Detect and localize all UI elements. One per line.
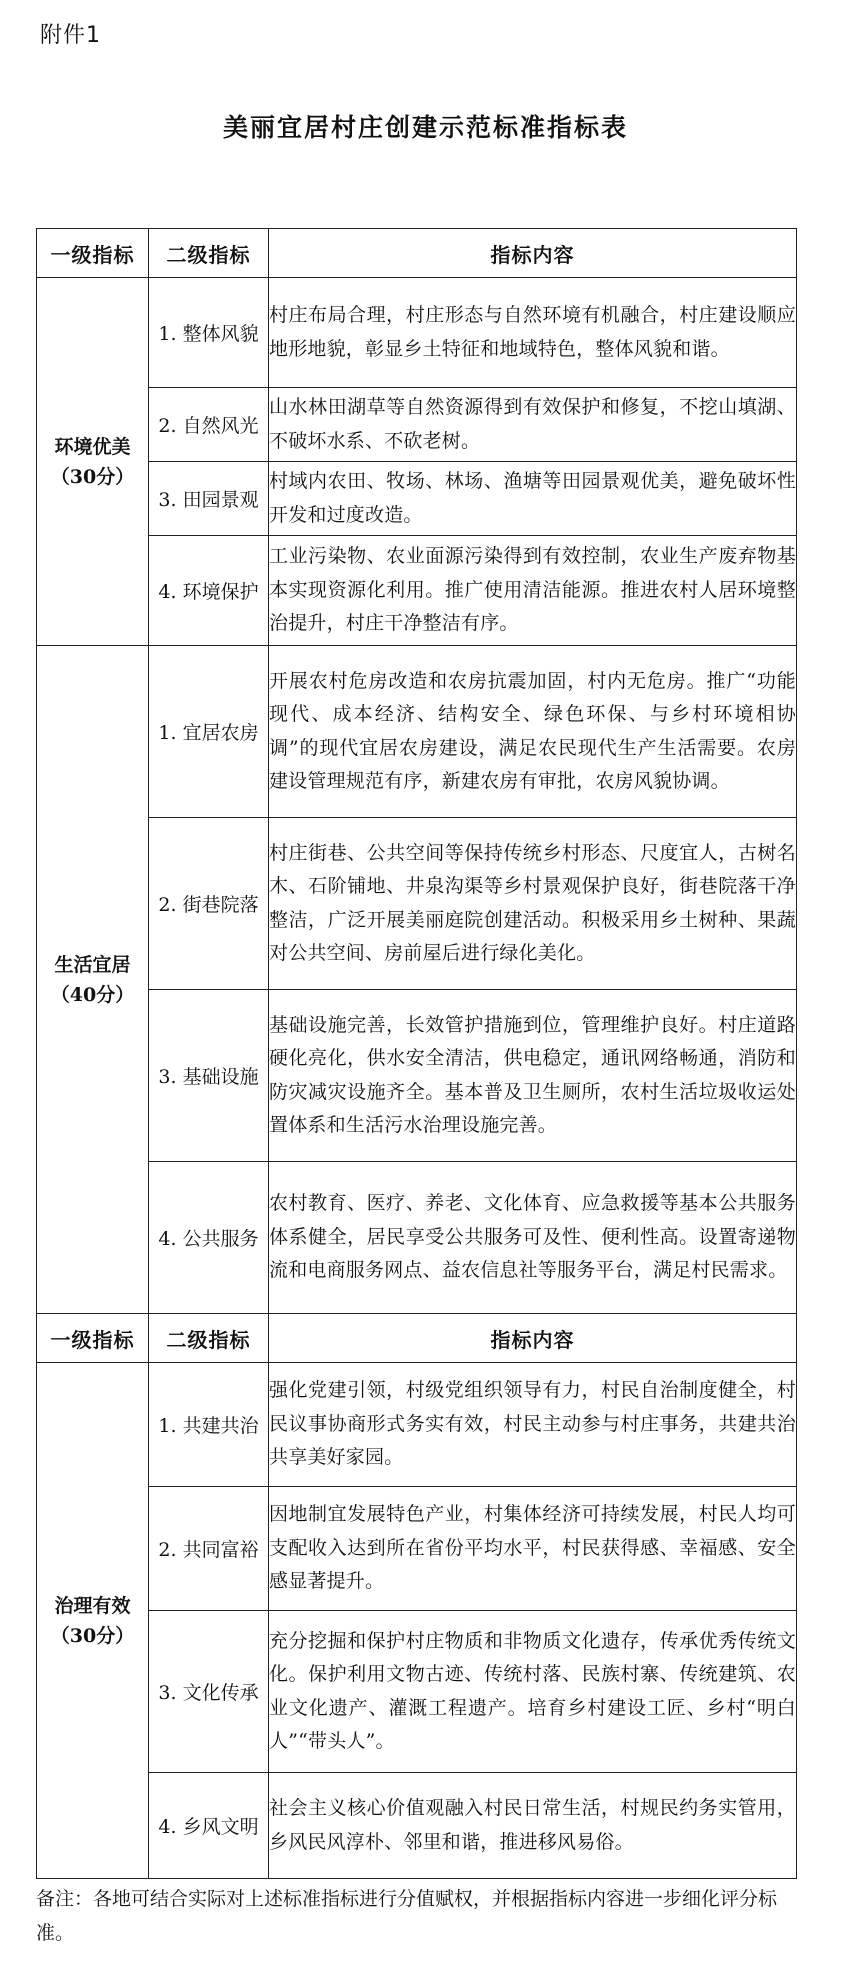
page-title: 美丽宜居村庄创建示范标准指标表 <box>222 113 628 142</box>
level1-cell <box>37 646 149 1314</box>
indicator-content: 因地制宜发展特色产业，村集体经济可持续发展，村民人均可支配收入达到所在省份平均水平，村民获得感、幸福感、安全感显著提升。 <box>269 1487 797 1611</box>
header-level1: 一级指标 <box>37 1314 149 1363</box>
table-row <box>37 1773 797 1879</box>
table-header-row <box>37 1314 797 1363</box>
level2-label: 3. 田园景观 <box>149 462 269 536</box>
header-content: 指标内容 <box>269 1314 797 1363</box>
indicator-content: 工业污染物、农业面源污染得到有效控制，农业生产废弃物基本实现资源化利用。推广使用清洁能源。推进农村人居环境整治提升，村庄干净整洁有序。 <box>269 536 797 646</box>
table-row <box>37 818 797 990</box>
indicator-content: 充分挖掘和保护村庄物质和非物质文化遗存，传承优秀传统文化。保护利用文物古迹、传统村落、民族村寨、传统建筑、农业文化遗产、灌溉工程遗产。培育乡村建设工匠、乡村“明白人”“带头人”。 <box>269 1611 797 1773</box>
indicator-content: 村庄街巷、公共空间等保持传统乡村形态、尺度宜人，古树名木、石阶铺地、井泉沟渠等乡村景观保护良好，街巷院落干净整洁，广泛开展美丽庭院创建活动。积极采用乡土树种、果蔬对公共空间、房前屋后进行绿化美化。 <box>269 818 797 990</box>
level2-label: 1. 宜居农房 <box>149 646 269 818</box>
level2-label: 2. 共同富裕 <box>149 1487 269 1611</box>
header-content: 指标内容 <box>269 229 797 278</box>
level1-score: （30分） <box>50 1624 135 1647</box>
level2-label: 2. 街巷院落 <box>149 818 269 990</box>
header-level2: 二级指标 <box>149 1314 269 1363</box>
indicator-content: 强化党建引领，村级党组织领导有力，村民自治制度健全，村民议事协商形式务实有效，村民主动参与村庄事务，共建共治共享美好家园。 <box>269 1363 797 1487</box>
level1-cell <box>37 278 149 646</box>
level1-score: （30分） <box>50 465 135 488</box>
level2-label: 4. 乡风文明 <box>149 1773 269 1879</box>
attachment-label: 附件1 <box>40 23 101 48</box>
level2-label: 2. 自然风光 <box>149 388 269 462</box>
table-row <box>37 646 797 818</box>
table-row <box>37 462 797 536</box>
level1-score: （40分） <box>50 983 135 1006</box>
table-row <box>37 990 797 1162</box>
level1-cell <box>37 1363 149 1879</box>
indicator-content: 村庄布局合理，村庄形态与自然环境有机融合，村庄建设顺应地形地貌，彰显乡土特征和地域特色，整体风貌和谐。 <box>269 278 797 388</box>
level2-label: 4. 环境保护 <box>149 536 269 646</box>
level1-name: 生活宜居 <box>54 953 131 976</box>
footnote-text: 各地可结合实际对上述标准指标进行分值赋权，并根据指标内容进一步细化评分标准。 <box>36 1888 778 1944</box>
table-row <box>37 278 797 388</box>
indicator-content: 山水林田湖草等自然资源得到有效保护和修复，不挖山填湖、不破坏水系、不砍老树。 <box>269 388 797 462</box>
level2-label: 1. 共建共治 <box>149 1363 269 1487</box>
table-row <box>37 536 797 646</box>
level2-label: 1. 整体风貌 <box>149 278 269 388</box>
table-row <box>37 1611 797 1773</box>
level2-label: 3. 文化传承 <box>149 1611 269 1773</box>
footnote-label: 备注： <box>36 1888 94 1910</box>
level1-name: 治理有效 <box>54 1594 131 1617</box>
level2-label: 4. 公共服务 <box>149 1162 269 1314</box>
table-row <box>37 1363 797 1487</box>
level1-name: 环境优美 <box>54 435 131 458</box>
indicator-content: 基础设施完善，长效管护措施到位，管理维护良好。村庄道路硬化亮化，供水安全清洁，供电稳定，通讯网络畅通，消防和防灾减灾设施齐全。基本普及卫生厕所，农村生活垃圾收运处置体系和生活污水治理设施完善。 <box>269 990 797 1162</box>
standards-table <box>36 228 797 1879</box>
indicator-content: 社会主义核心价值观融入村民日常生活，村规民约务实管用，乡风民风淳朴、邻里和谐，推进移风易俗。 <box>269 1773 797 1879</box>
indicator-content: 农村教育、医疗、养老、文化体育、应急救援等基本公共服务体系健全，居民享受公共服务可及性、便利性高。设置寄递物流和电商服务网点、益农信息社等服务平台，满足村民需求。 <box>269 1162 797 1314</box>
footnote <box>36 1882 796 1950</box>
table-row <box>37 1487 797 1611</box>
indicator-content: 开展农村危房改造和农房抗震加固，村内无危房。推广“功能现代、成本经济、结构安全、绿色环保、与乡村环境相协调”的现代宜居农房建设，满足农民现代生产生活需要。农房建设管理规范有序，新建农房有审批，农房风貌协调。 <box>269 646 797 818</box>
level2-label: 3. 基础设施 <box>149 990 269 1162</box>
header-level2: 二级指标 <box>149 229 269 278</box>
table-row <box>37 388 797 462</box>
table-header-row <box>37 229 797 278</box>
indicator-content: 村域内农田、牧场、林场、渔塘等田园景观优美，避免破坏性开发和过度改造。 <box>269 462 797 536</box>
header-level1: 一级指标 <box>37 229 149 278</box>
table-row <box>37 1162 797 1314</box>
